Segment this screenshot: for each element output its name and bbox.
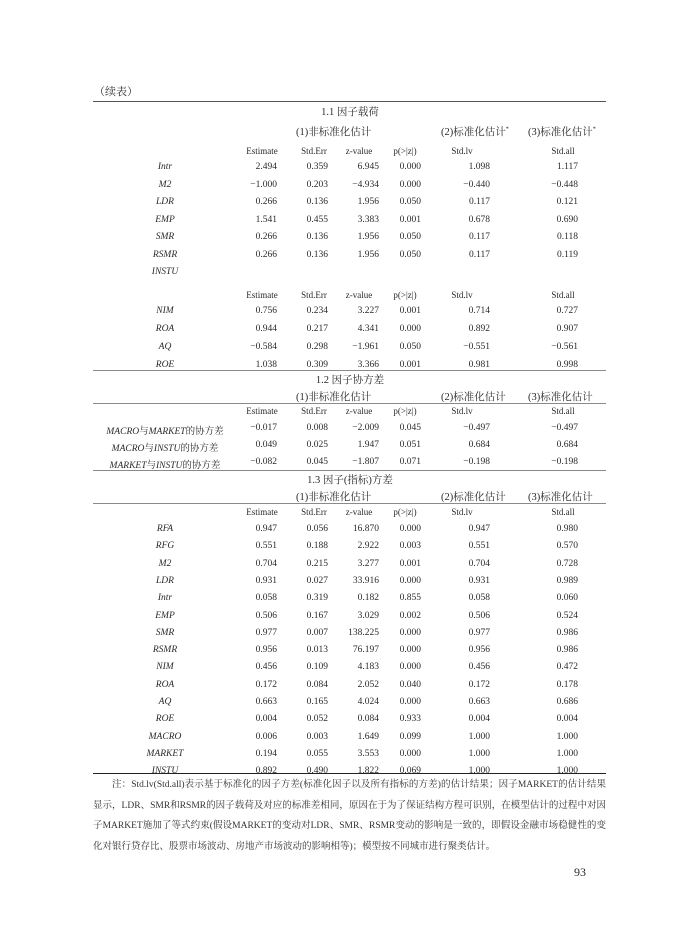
s2-column-header: Std.Err (301, 406, 327, 416)
s2-column-header: p(>|z|) (393, 406, 417, 416)
bottom-rule (93, 773, 606, 774)
s3-column-header: Estimate (246, 507, 278, 517)
cell-zvalue: 2.922 (357, 541, 379, 552)
table-row (0, 732, 700, 746)
cell-stdlv: 0.004 (468, 714, 490, 725)
cell-stdall: 1.000 (556, 731, 578, 742)
cell-pz: 0.040 (399, 679, 421, 690)
row-label: RFA (156, 524, 174, 534)
group-header-text: (1)非标准化估计 (296, 127, 372, 138)
cell-estimate: 0.947 (255, 524, 277, 534)
row-label: EMP (155, 214, 175, 225)
table-row (0, 180, 700, 194)
factor-b: INSTU (153, 444, 181, 454)
cell-zvalue: 138.225 (348, 627, 379, 638)
factor-a: MACRO (106, 427, 140, 437)
cell-pz: 0.050 (399, 249, 421, 260)
cell-stderr: 0.008 (306, 423, 328, 433)
group-header-text: (2)标准化估计 (441, 392, 506, 403)
cell-stderr: 0.167 (306, 610, 328, 621)
row-label: RFG (155, 541, 175, 552)
cell-estimate: 2.494 (255, 162, 277, 172)
s1-column-header: Estimate (246, 146, 278, 156)
row-label: ROA (155, 324, 175, 334)
s2-group-header-2 (441, 389, 506, 404)
cell-stderr: 0.217 (306, 324, 328, 334)
table-row (0, 162, 700, 176)
row-label: EMP (155, 610, 175, 621)
cell-stdall: 1.000 (556, 766, 578, 777)
table-row (0, 593, 700, 607)
group-header-text: (3)标准化估计 (528, 492, 593, 503)
table-row (0, 541, 700, 555)
cell-zvalue: 1.956 (357, 249, 379, 260)
cell-zvalue: 4.341 (357, 324, 379, 334)
footnote-marker: * (505, 126, 509, 133)
factor-b: INSTU (156, 461, 183, 471)
table-row (0, 250, 700, 264)
cell-stdall: 0.727 (556, 306, 578, 316)
cell-estimate: 0.931 (255, 575, 277, 586)
cell-stdall: 0.728 (556, 558, 578, 569)
section-title-factor-loadings: 1.1 因子载荷 (321, 107, 379, 118)
cell-estimate: 0.049 (255, 440, 277, 450)
cell-stderr: 0.052 (306, 714, 328, 725)
cell-stdall: 0.570 (556, 541, 578, 552)
section-title-factor-covariance: 1.2 因子协方差 (315, 375, 385, 386)
s1-column-header: Std.lv (451, 146, 473, 156)
cell-stdlv: 1.000 (468, 748, 490, 759)
cell-stderr: 0.013 (306, 645, 328, 656)
row-label: M2 (158, 558, 172, 569)
cell-zvalue: 0.182 (357, 593, 379, 604)
table-row (0, 423, 700, 437)
cell-estimate: 0.266 (255, 249, 277, 260)
cell-stderr: 0.045 (306, 457, 328, 467)
table-note (93, 775, 606, 857)
s1b-column-header: p(>|z|) (393, 290, 417, 300)
s2-column-header: Std.all (551, 406, 575, 416)
cell-estimate: 0.663 (255, 697, 277, 707)
factor-a: MACRO (111, 444, 145, 454)
cell-estimate: 1.038 (255, 360, 277, 370)
cell-zvalue: 3.029 (357, 610, 379, 621)
cell-estimate: 1.541 (255, 214, 277, 225)
s2-column-header: z-value (345, 406, 373, 416)
row-label: M2 (158, 179, 172, 190)
cell-zvalue: 1.947 (357, 440, 379, 450)
cell-stderr: 0.136 (306, 197, 328, 207)
cell-estimate: 0.058 (255, 593, 277, 604)
cell-pz: 0.000 (399, 697, 421, 707)
cell-zvalue: 1.956 (357, 197, 379, 207)
cell-stdlv: 0.172 (468, 679, 490, 690)
cell-estimate: 0.551 (255, 541, 277, 552)
table-row (0, 306, 700, 320)
cell-pz: 0.001 (399, 360, 421, 370)
s1-column-header: Std.Err (301, 146, 327, 156)
cell-stdall: 0.998 (556, 360, 578, 370)
cell-estimate: 0.704 (255, 558, 277, 569)
cell-pz: 0.051 (399, 440, 421, 450)
cell-stdlv: −0.440 (463, 179, 490, 190)
table-row (0, 457, 700, 471)
table-row (0, 662, 700, 676)
cell-pz: 0.001 (399, 558, 421, 569)
s1b-column-header: z-value (345, 290, 373, 300)
footnote-marker: * (592, 126, 596, 133)
cell-stdall: 0.989 (556, 575, 578, 586)
cell-stderr: 0.056 (306, 524, 328, 534)
row-label: LDR (156, 197, 174, 207)
row-label (90, 457, 240, 471)
table-row (0, 324, 700, 338)
s1b-column-header: Std.Err (301, 290, 327, 300)
s2-group-header-1 (296, 389, 371, 404)
cell-estimate: 0.006 (255, 731, 277, 742)
cell-stderr: 0.319 (306, 593, 328, 604)
cell-stdall: 0.980 (556, 524, 578, 534)
row-label (90, 440, 240, 454)
cell-zvalue: 33.916 (352, 575, 379, 586)
cell-pz: 0.000 (399, 524, 421, 534)
group-header-text: (2)标准化估计 (441, 127, 506, 138)
row-label: LDR (156, 575, 174, 586)
cell-pz: 0.069 (399, 766, 421, 777)
cell-pz: 0.000 (399, 324, 421, 334)
cell-stdlv: −0.198 (463, 457, 490, 467)
s3-column-header: Std.Err (301, 507, 327, 517)
cell-stderr: 0.203 (306, 179, 328, 190)
s3-group-header-3 (528, 489, 593, 504)
cell-estimate: 0.956 (255, 645, 277, 656)
group-header-text: (1)非标准化估计 (296, 392, 372, 403)
cell-stdlv: 0.714 (468, 306, 490, 316)
cell-stdlv: 1.098 (468, 162, 490, 172)
row-label: INSTU (151, 766, 179, 777)
s3-column-header: Std.all (551, 507, 575, 517)
group-header-text: (2)标准化估计 (441, 492, 506, 503)
row-label: NIM (156, 662, 174, 673)
row-label: SMR (155, 232, 175, 242)
cell-zvalue: 3.277 (357, 558, 379, 569)
cell-estimate: −0.017 (250, 423, 277, 433)
cell-pz: 0.003 (399, 541, 421, 552)
s1b-column-header: Estimate (246, 290, 278, 300)
cell-stdlv: 0.678 (468, 214, 490, 225)
cell-stderr: 0.490 (306, 766, 328, 777)
cell-stderr: 0.025 (306, 440, 328, 450)
cell-estimate: 0.506 (255, 610, 277, 621)
cell-stdall: 0.907 (556, 324, 578, 334)
cell-stderr: 0.188 (306, 541, 328, 552)
s1-column-header: Std.all (551, 146, 575, 156)
cell-stdlv: −0.551 (463, 342, 490, 352)
cell-zvalue: 1.822 (357, 766, 379, 777)
cell-estimate: −1.000 (250, 179, 277, 190)
cell-stdlv: 0.704 (468, 558, 490, 569)
table-row (0, 524, 700, 538)
cell-estimate: −0.082 (250, 457, 277, 467)
cell-estimate: −0.584 (250, 342, 277, 352)
cell-stdall: 0.119 (556, 249, 578, 260)
cell-stderr: 0.455 (306, 214, 328, 225)
row-label: ROE (155, 714, 175, 725)
table-row (0, 576, 700, 590)
s1-group-header-2 (441, 124, 509, 139)
conjunction: 与 (146, 461, 157, 471)
cell-pz: 0.050 (399, 197, 421, 207)
cell-estimate: 0.944 (255, 324, 277, 334)
cell-estimate: 0.266 (255, 232, 277, 242)
cell-stdlv: 0.931 (468, 575, 490, 586)
cell-zvalue: 4.183 (357, 662, 379, 673)
cell-stdall: 1.000 (556, 748, 578, 759)
row-label: Intr (157, 162, 173, 172)
cell-pz: 0.000 (399, 645, 421, 656)
cell-zvalue: 1.956 (357, 232, 379, 242)
note-text: 注：Std.lv(Std.all)表示基于标准化的因子方差(标准化因子以及所有指标的方差)的估计结果；因子MARKET的估计结果显示，LDR、SMR和RSMR的因子载荷及对应的标准差相同，原因在于为了保证结构方程可识别，在模型估计的过程中对因子MARKET施加了等式约束(假设MARKET的变动对LDR、SMR、RSMR变动的影响是一致的，即假设金融市场稳健性的变化对银行贷存比、股票市场波动、房地产市场波动的影响相等)；模型按不同城市进行聚类估计。 (93, 780, 606, 852)
s3-group-header-2 (441, 489, 506, 504)
table-row (0, 680, 700, 694)
cell-stderr: 0.109 (306, 662, 328, 673)
cell-stderr: 0.215 (306, 558, 328, 569)
group-header-text: (3)标准化估计 (528, 392, 593, 403)
cell-zvalue: 3.366 (357, 360, 379, 370)
group-header-text: (1)非标准化估计 (296, 492, 372, 503)
covariance-suffix: 的协方差 (182, 461, 221, 471)
cell-zvalue: 16.870 (352, 524, 379, 534)
cell-stdall: 0.178 (556, 679, 578, 690)
cell-stdall: 0.121 (556, 197, 578, 207)
cell-stderr: 0.298 (306, 342, 328, 352)
factor-a: MARKET (109, 461, 147, 471)
cell-pz: 0.045 (399, 423, 421, 433)
row-label: MACRO (148, 731, 182, 742)
s1b-column-header: Std.all (551, 290, 575, 300)
cell-stdlv: 0.456 (468, 662, 490, 673)
cell-stdall: −0.448 (551, 179, 578, 190)
table-row (0, 645, 700, 659)
cell-stdlv: 0.058 (468, 593, 490, 604)
cell-pz: 0.002 (399, 610, 421, 621)
table-row (0, 440, 700, 454)
cell-stdlv: 0.117 (468, 249, 490, 260)
cell-zvalue: −2.009 (352, 423, 379, 433)
s2-column-header: Estimate (246, 406, 278, 416)
table-row (0, 697, 700, 711)
cell-zvalue: −4.934 (352, 179, 379, 190)
cell-zvalue: 3.227 (357, 306, 379, 316)
conjunction: 与 (144, 444, 154, 454)
cell-stdall: 0.986 (556, 627, 578, 638)
s3-column-header: p(>|z|) (393, 507, 417, 517)
cell-stdall: 0.524 (556, 610, 578, 621)
cell-pz: 0.071 (399, 457, 421, 467)
cell-stdlv: 0.947 (468, 524, 490, 534)
cell-stderr: 0.084 (306, 679, 328, 690)
subheader-rule-2 (93, 403, 606, 404)
cell-stdall: 1.117 (556, 162, 578, 172)
cell-stdall: 0.686 (556, 697, 578, 707)
row-label: NIM (156, 306, 174, 316)
cell-stdall: 0.684 (556, 440, 578, 450)
cell-stdall: −0.561 (551, 342, 578, 352)
cell-stderr: 0.359 (306, 162, 328, 172)
cell-stdlv: 0.506 (468, 610, 490, 621)
cell-stdlv: 0.663 (468, 697, 490, 707)
group-header-text: (3)标准化估计 (528, 127, 593, 138)
cell-stderr: 0.003 (306, 731, 328, 742)
cell-zvalue: 2.052 (357, 679, 379, 690)
row-label: Intr (157, 593, 173, 604)
cell-stderr: 0.234 (306, 306, 328, 316)
cell-pz: 0.000 (399, 748, 421, 759)
cell-stdall: 0.118 (556, 232, 578, 242)
top-rule (93, 101, 606, 102)
cell-zvalue: 0.084 (357, 714, 379, 725)
s3-column-header: Std.lv (451, 507, 473, 517)
cell-pz: 0.000 (399, 162, 421, 172)
cell-estimate: 0.892 (255, 766, 277, 777)
cell-stderr: 0.165 (306, 697, 328, 707)
row-label: AQ (158, 697, 172, 707)
cell-stdlv: 1.000 (468, 731, 490, 742)
cell-zvalue: 76.197 (352, 645, 379, 656)
cell-stderr: 0.055 (306, 748, 328, 759)
table-row (0, 559, 700, 573)
cell-stdlv: 0.684 (468, 440, 490, 450)
table-row (0, 611, 700, 625)
cell-stdall: −0.497 (551, 423, 578, 433)
cell-stdlv: 0.117 (468, 232, 490, 242)
factor-b: MARKET (148, 427, 186, 437)
cell-stdlv: −0.497 (463, 423, 490, 433)
cell-pz: 0.050 (399, 232, 421, 242)
continuation-label: （续表） (94, 86, 138, 98)
table-row (0, 749, 700, 763)
section-rule-2 (93, 470, 606, 471)
cell-pz: 0.099 (399, 731, 421, 742)
cell-stdall: 0.004 (556, 714, 578, 725)
cell-pz: 0.933 (399, 714, 421, 725)
cell-estimate: 0.756 (255, 306, 277, 316)
cell-estimate: 0.004 (255, 714, 277, 725)
s1-column-header: p(>|z|) (393, 146, 417, 156)
s2-group-header-3 (528, 389, 593, 404)
cell-stdall: 0.690 (556, 214, 578, 225)
row-label (90, 423, 240, 437)
table-row (0, 215, 700, 229)
s2-column-header: Std.lv (451, 406, 473, 416)
cell-estimate: 0.977 (255, 627, 277, 638)
cell-pz: 0.001 (399, 214, 421, 225)
cell-zvalue: 6.945 (357, 162, 379, 172)
table-row (0, 197, 700, 211)
cell-zvalue: −1.961 (352, 342, 379, 352)
cell-zvalue: −1.807 (352, 457, 379, 467)
table-row (0, 342, 700, 356)
group-label-instu: INSTU (151, 267, 179, 277)
row-label: ROA (155, 679, 175, 690)
cell-pz: 0.050 (399, 342, 421, 352)
section-rule-1 (93, 370, 606, 371)
row-label: MARKET (146, 748, 184, 759)
covariance-suffix: 的协方差 (185, 427, 224, 437)
cell-stdlv: 0.977 (468, 627, 490, 638)
row-label: RSMR (152, 249, 178, 260)
s1-group-header-1 (296, 124, 371, 139)
cell-pz: 0.000 (399, 662, 421, 673)
cell-stdlv: 0.551 (468, 541, 490, 552)
row-label: AQ (158, 342, 172, 352)
table-row (0, 232, 700, 246)
cell-estimate: 0.172 (255, 679, 277, 690)
cell-zvalue: 1.649 (357, 731, 379, 742)
cell-pz: 0.000 (399, 179, 421, 190)
subheader-rule-3 (93, 503, 606, 504)
cell-pz: 0.000 (399, 575, 421, 586)
s1b-column-header: Std.lv (451, 290, 473, 300)
cell-stdlv: 0.117 (468, 197, 490, 207)
page-number: 93 (574, 865, 586, 879)
cell-estimate: 0.194 (255, 748, 277, 759)
cell-stdlv: 0.956 (468, 645, 490, 656)
cell-stdlv: 0.892 (468, 324, 490, 334)
table-row (0, 628, 700, 642)
section-title-factor-variance: 1.3 因子(指标)方差 (307, 475, 393, 486)
cell-stderr: 0.027 (306, 575, 328, 586)
cell-pz: 0.855 (399, 593, 421, 604)
cell-stdlv: 1.000 (468, 766, 490, 777)
conjunction: 与 (139, 427, 149, 437)
cell-estimate: 0.456 (255, 662, 277, 673)
cell-zvalue: 4.024 (357, 697, 379, 707)
row-label: RSMR (152, 645, 178, 656)
cell-stderr: 0.309 (306, 360, 328, 370)
cell-zvalue: 3.553 (357, 748, 379, 759)
row-label: SMR (155, 627, 175, 638)
s3-column-header: z-value (345, 507, 373, 517)
cell-stdall: 0.472 (556, 662, 578, 673)
cell-stderr: 0.136 (306, 232, 328, 242)
cell-estimate: 0.266 (255, 197, 277, 207)
cell-pz: 0.001 (399, 306, 421, 316)
row-label: ROE (155, 360, 175, 370)
s1-column-header: z-value (345, 146, 373, 156)
cell-stderr: 0.007 (306, 627, 328, 638)
s1-group-header-3 (528, 124, 596, 139)
s3-group-header-1 (296, 489, 371, 504)
cell-zvalue: 3.383 (357, 214, 379, 225)
cell-pz: 0.000 (399, 627, 421, 638)
covariance-suffix: 的协方差 (180, 444, 219, 454)
cell-stdlv: 0.981 (468, 360, 490, 370)
cell-stdall: 0.986 (556, 645, 578, 656)
table-row (0, 714, 700, 728)
cell-stdall: 0.060 (556, 593, 578, 604)
cell-stdall: −0.198 (551, 457, 578, 467)
cell-stderr: 0.136 (306, 249, 328, 260)
